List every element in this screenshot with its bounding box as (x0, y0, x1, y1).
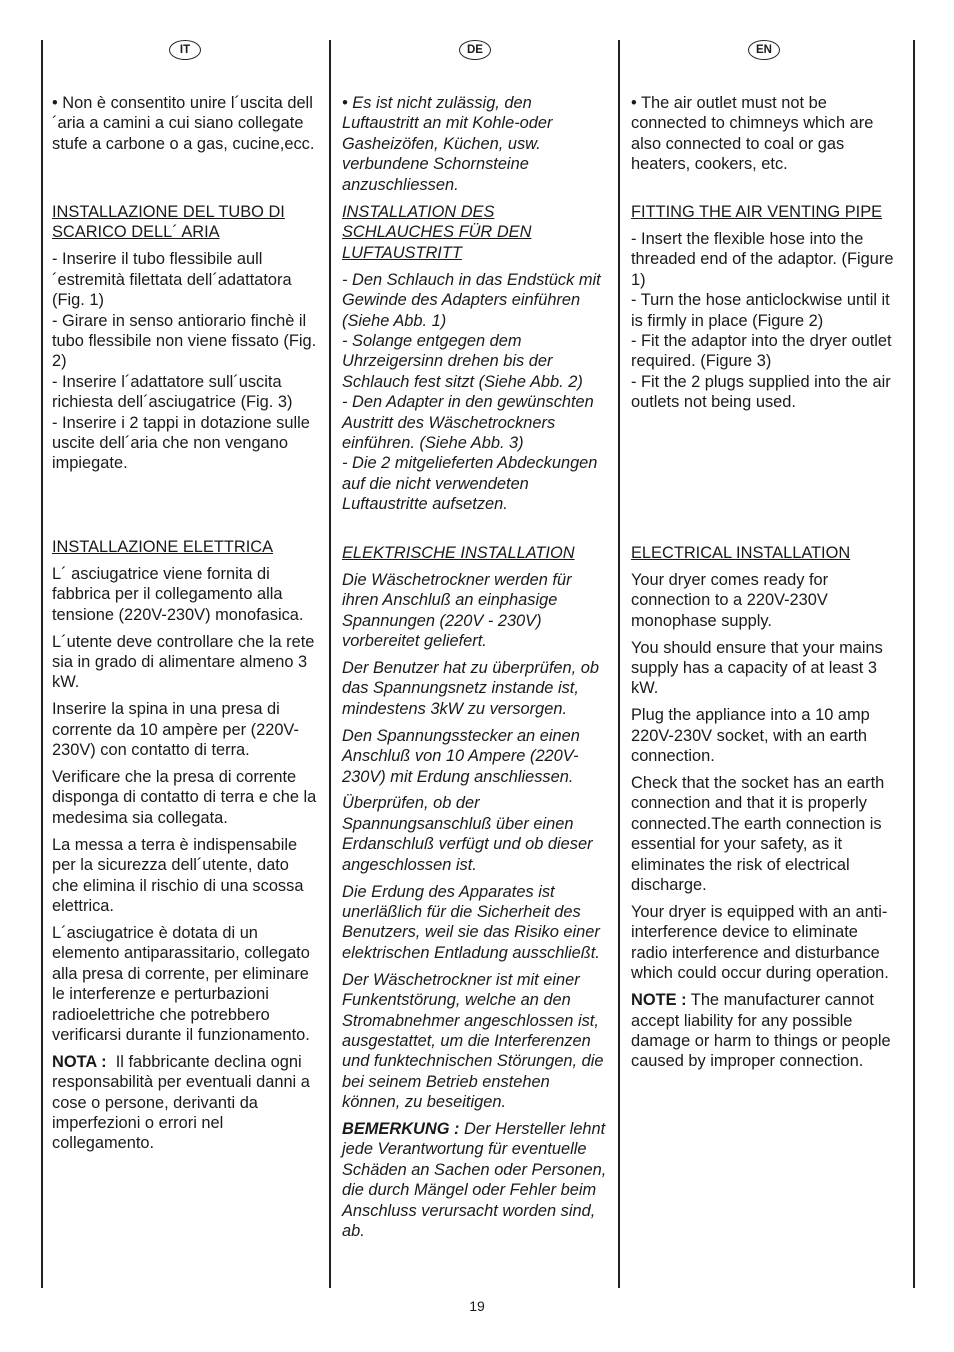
note-text: Il fabbricante declina ogni responsabilità per eventuali danni a cose o persone, derivanti da imperfezioni o errori nel collegamento. (52, 1052, 315, 1153)
paragraph: You should ensure that your mains supply has a capacity of at least 3 kW. (631, 638, 883, 698)
paragraph: L´asciugatrice è dotata di un elemento antiparassitario, collegato alla presa di corrente, per eliminare le interferenze e perturbazioni radioelettriche che potrebbero verificarsi durante il funzionamento. (52, 923, 310, 1044)
paragraph: L´utente deve controllare che la rete sia in grado di alimentare almeno 3 kW. (52, 632, 315, 692)
paragraph: Check that the socket has an earth connection and that it is properly connected.The earth connection is essential for your safety, as it eliminates the risk of electrical discharge. (631, 774, 885, 895)
column-divider (618, 40, 620, 1288)
intro-text: • The air outlet must not be connected to chimneys which are also connected to coal or gas heaters, cookers, etc. (631, 94, 874, 174)
paragraph: Der Wäschetrockner ist mit einer Funkentstörung, welche an den Stromabnehmer angeschlossen ist, ausgestattet, um die Interferenzen und funktechnischen Störungen, die bei seinem Betrieb enstehen können, zu beseitigen. (342, 970, 604, 1112)
column-divider (913, 40, 915, 1288)
electrical-section (342, 543, 611, 1242)
note-label: BEMERKUNG : (342, 1120, 460, 1139)
column-it (52, 40, 318, 1153)
paragraph: Der Benutzer hat zu überprüfen, ob das Spannungsnetz instande ist, mindestens 3kW zu versorgen. (342, 659, 599, 718)
instruction-line: - Die 2 mitgelieferten Abdeckungen auf die nicht verwendeten Luftaustritte aufsetzen. (342, 454, 598, 514)
paragraph: La messa a terra è indispensabile per la sicurezza dell´utente, dato che elimina il rischio di una scossa elettrica. (52, 835, 304, 915)
intro-block (631, 93, 897, 175)
electrical-section (631, 543, 897, 1072)
section-heading: INSTALLAZIONE ELETTRICA (52, 538, 274, 556)
column-en (631, 40, 897, 1071)
instruction-line: - Den Adapter in den gewünschten Austritt des Wäschetrockners einführen. (Siehe Abb. 3) (342, 393, 594, 452)
column-divider (329, 40, 331, 1288)
intro-text: • Non è consentito unire l´uscita dell´aria a camini a cui siano collegate stufe a carbone o a gas, cucine,ecc. (52, 94, 315, 153)
column-de (342, 40, 611, 1241)
page-number: 19 (469, 1298, 485, 1314)
instruction-line: - Fit the adaptor into the dryer outlet required. (Figure 3) (631, 331, 892, 371)
paragraph: Your dryer comes ready for connection to a 220V-230V monophase supply. (631, 570, 829, 630)
paragraph: Your dryer is equipped with an anti-interference device to eliminate radio interference and disturbance which could occur during operation. (631, 903, 889, 983)
section-heading: ELEKTRISCHE INSTALLATION (342, 544, 575, 562)
section-heading: INSTALLATION DES SCHLAUCHES FÜR DEN LUFTAUSTRITT (342, 203, 532, 262)
instruction-line: - Turn the hose anticlockwise until it is firmly in place (Figure 2) (631, 291, 890, 330)
instruction-line: - Girare in senso antiorario finchè il tubo flessibile non viene fissato (Fig. 2) (52, 311, 317, 371)
paragraph: Inserire la spina in una presa di corrente da 10 ampère per (220V-230V) con contatto di terra. (52, 700, 299, 760)
intro-text: • Es ist nicht zulässig, den Luftaustritt an mit Kohle-oder Gasheizöfen, Küchen, usw. verbundene Schornsteine anzuschliessen. (342, 94, 553, 194)
paragraph: Plug the appliance into a 10 amp 220V-230V socket, with an earth connection. (631, 706, 870, 766)
note-text: The manufacturer cannot accept liability for any possible damage or harm to things or people caused by improper connection. (631, 991, 896, 1071)
note-paragraph (52, 1052, 318, 1154)
instruction-line: - Solange entgegen dem Uhrzeigersinn drehen bis der Schlauch fest sitzt (Siehe Abb. 2) (342, 331, 583, 391)
note-text: Der Hersteller lehnt jede Verantwortung für eventuelle Schäden an Sachen oder Personen, die durch Mängel oder Fehler beim Anschluss verursacht worden sind, ab. (342, 1120, 611, 1241)
electrical-section (52, 537, 318, 1154)
instruction-line: - Inserire i 2 tappi in dotazione sulle uscite dell´aria che non vengano impiegate. (52, 413, 310, 473)
note-label: NOTE : (631, 991, 687, 1010)
column-divider (41, 40, 43, 1288)
hose-section (52, 202, 318, 474)
language-badge-it: IT (169, 40, 201, 60)
section-heading: FITTING THE AIR VENTING PIPE (631, 203, 883, 221)
note-paragraph (342, 1119, 611, 1241)
paragraph: Überprüfen, ob der Spannungsanschluß über einen Erdanschluß verfügt und ob dieser angeschlossen ist. (342, 794, 593, 874)
instruction-line: - Inserire l´adattatore sull´uscita richiesta dell´asciugatrice (Fig. 3) (52, 372, 293, 412)
instruction-line: - Inserire il tubo flessibile aull´estremità filettata dell´adattatora (Fig. 1) (52, 250, 292, 310)
paragraph: Den Spannungsstecker an einen Anschluß von 10 Ampere (220V-230V) mit Erdung anschliessen. (342, 726, 580, 786)
section-heading: ELECTRICAL INSTALLATION (631, 544, 851, 562)
hose-section (631, 202, 897, 413)
intro-block (52, 93, 318, 154)
section-heading: INSTALLAZIONE DEL TUBO DI SCARICO DELL´ ARIA (52, 203, 285, 242)
instruction-line: - Insert the flexible hose into the threaded end of the adaptor. (Figure 1) (631, 229, 894, 289)
note-label: NOTA : (52, 1052, 107, 1071)
paragraph: Die Wäschetrockner werden für ihren Anschluß an einphasige Spannungen (220V - 230V) vorbereitet geliefert. (342, 570, 572, 651)
intro-block (342, 93, 608, 195)
language-badge-en: EN (748, 40, 780, 60)
language-badge-de: DE (459, 40, 491, 60)
instruction-line: - Den Schlauch in das Endstück mit Gewinde des Adapters einführen (Siehe Abb. 1) (342, 270, 601, 330)
instruction-line: - Fit the 2 plugs supplied into the air outlets not being used. (631, 372, 891, 412)
hose-section (342, 202, 608, 515)
paragraph: Die Erdung des Apparates ist unerläßlich für die Sicherheit des Benutzers, weil sie das Risiko einer elektrischen Entladung ausschließt. (342, 882, 600, 962)
note-paragraph (631, 990, 897, 1072)
paragraph: Verificare che la presa di corrente disponga di contatto di terra e che la medesima sia collegata. (52, 768, 317, 827)
paragraph: L´ asciugatrice viene fornita di fabbrica per il collegamento alla tensione (220V-230V) monofasica. (52, 564, 304, 624)
